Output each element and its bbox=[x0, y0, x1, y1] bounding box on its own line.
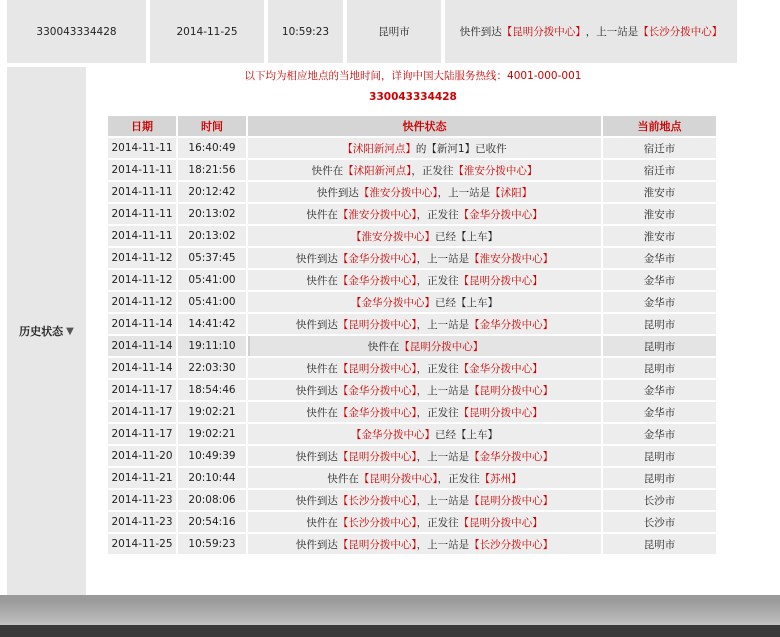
table-row bbox=[108, 336, 716, 356]
cell-date: 2014-11-12 bbox=[108, 248, 176, 268]
cell-time: 22:03:30 bbox=[178, 358, 246, 378]
status-text: 已经【上车】 bbox=[435, 230, 498, 243]
cell-location: 金华市 bbox=[603, 380, 716, 400]
cell-date: 2014-11-14 bbox=[108, 314, 176, 334]
cell-status bbox=[248, 248, 601, 268]
cell-time: 20:13:02 bbox=[178, 226, 246, 246]
status-location-highlight: 【淮安分拨中心】 bbox=[469, 252, 554, 265]
cell-location: 宿迁市 bbox=[603, 138, 716, 158]
table-row bbox=[108, 204, 716, 224]
cell-date: 2014-11-11 bbox=[108, 226, 176, 246]
table-row bbox=[108, 248, 716, 268]
status-location-highlight: 【昆明分拨中心】 bbox=[399, 340, 484, 353]
cell-time: 18:21:56 bbox=[178, 160, 246, 180]
summary-status-mid: ，上一站是 bbox=[585, 26, 639, 38]
triangle-down-icon: ▼ bbox=[66, 325, 74, 337]
status-text: ，上一站是 bbox=[416, 252, 470, 265]
history-status-label: 历史状态 bbox=[19, 325, 64, 338]
cell-time: 20:13:02 bbox=[178, 204, 246, 224]
table-row bbox=[108, 490, 716, 510]
cell-status bbox=[248, 204, 601, 224]
cell-status bbox=[248, 226, 601, 246]
status-location-highlight: 【长沙分拨中心】 bbox=[337, 516, 417, 529]
cell-location: 昆明市 bbox=[603, 314, 716, 334]
summary-waybill-number: 330043334428 bbox=[7, 0, 146, 63]
table-row bbox=[108, 182, 716, 202]
cell-status bbox=[248, 512, 601, 532]
status-location-highlight: 【金华分拨中心】 bbox=[337, 274, 417, 287]
status-location-highlight: 【金华分拨中心】 bbox=[351, 428, 435, 441]
status-text: 快件到达 bbox=[295, 538, 338, 551]
cell-status bbox=[248, 446, 601, 466]
summary-status-from: 【长沙分拨中心】 bbox=[638, 26, 723, 38]
cell-time: 14:41:42 bbox=[178, 314, 246, 334]
cell-time: 18:54:46 bbox=[178, 380, 246, 400]
cell-status bbox=[248, 336, 601, 356]
status-location-highlight: 【金华分拨中心】 bbox=[469, 450, 554, 463]
status-location-highlight: 【金华分拨中心】 bbox=[337, 384, 417, 397]
status-text: 快件在 bbox=[306, 406, 338, 419]
summary-date: 2014-11-25 bbox=[150, 0, 264, 63]
status-location-highlight: 【淮安分拨中心】 bbox=[358, 186, 438, 199]
cell-time: 19:02:21 bbox=[178, 402, 246, 422]
cell-date: 2014-11-21 bbox=[108, 468, 176, 488]
status-location-highlight: 【淮安分拨中心】 bbox=[337, 208, 417, 221]
summary-status bbox=[445, 0, 737, 63]
status-location-highlight: 【长沙分拨中心】 bbox=[337, 494, 417, 507]
status-location-highlight: 【昆明分拨中心】 bbox=[337, 318, 417, 331]
status-location-highlight: 【昆明分拨中心】 bbox=[337, 450, 417, 463]
cell-time: 05:41:00 bbox=[178, 292, 246, 312]
bottom-edge bbox=[0, 625, 780, 637]
cell-location: 金华市 bbox=[603, 292, 716, 312]
cell-date: 2014-11-23 bbox=[108, 512, 176, 532]
cell-date: 2014-11-25 bbox=[108, 534, 176, 554]
status-location-highlight: 【苏州】 bbox=[479, 472, 522, 485]
status-text: 快件在 bbox=[367, 340, 400, 353]
cell-status bbox=[248, 380, 601, 400]
status-location-highlight: 【沭阳新河点】 bbox=[342, 142, 416, 155]
cell-date: 2014-11-11 bbox=[108, 182, 176, 202]
status-text: 已经【上车】 bbox=[435, 428, 498, 441]
tracking-history-table bbox=[106, 114, 718, 556]
cell-date: 2014-11-17 bbox=[108, 380, 176, 400]
status-text: 已经【上车】 bbox=[435, 296, 498, 309]
table-row bbox=[108, 402, 716, 422]
table-row bbox=[108, 424, 716, 444]
status-text: 快件到达 bbox=[295, 450, 338, 463]
status-text: ，上一站是 bbox=[416, 538, 470, 551]
cell-location: 淮安市 bbox=[603, 226, 716, 246]
cell-time: 05:41:00 bbox=[178, 270, 246, 290]
status-text: ，正发往 bbox=[416, 208, 459, 221]
cell-location: 宿迁市 bbox=[603, 160, 716, 180]
cell-status bbox=[248, 358, 601, 378]
cell-status bbox=[248, 490, 601, 510]
status-text: ，正发往 bbox=[416, 274, 459, 287]
table-row bbox=[108, 138, 716, 158]
waybill-number: 330043334428 bbox=[369, 91, 457, 103]
status-text: ，上一站是 bbox=[437, 186, 491, 199]
table-row bbox=[108, 160, 716, 180]
status-text: 快件在 bbox=[306, 362, 338, 375]
status-location-highlight: 【昆明分拨中心】 bbox=[458, 516, 543, 529]
cell-date: 2014-11-23 bbox=[108, 490, 176, 510]
status-location-highlight: 【沭阳新河点】 bbox=[343, 164, 412, 177]
status-text: ，上一站是 bbox=[416, 384, 470, 397]
summary-time: 10:59:23 bbox=[268, 0, 343, 63]
cell-location: 金华市 bbox=[603, 402, 716, 422]
cell-status bbox=[248, 138, 601, 158]
status-text: ，上一站是 bbox=[416, 318, 470, 331]
cell-date: 2014-11-20 bbox=[108, 446, 176, 466]
cell-status bbox=[248, 270, 601, 290]
status-text: 快件在 bbox=[311, 164, 344, 177]
column-header-time: 时间 bbox=[178, 116, 246, 136]
status-text: 快件到达 bbox=[316, 186, 359, 199]
cell-time: 20:08:06 bbox=[178, 490, 246, 510]
cell-time: 20:12:42 bbox=[178, 182, 246, 202]
status-text: ，上一站是 bbox=[416, 494, 470, 507]
status-text: ，正发往 bbox=[411, 164, 454, 177]
cell-status bbox=[248, 292, 601, 312]
cell-location: 昆明市 bbox=[603, 534, 716, 554]
status-location-highlight: 【淮安分拨中心】 bbox=[453, 164, 538, 177]
cell-time: 10:49:39 bbox=[178, 446, 246, 466]
status-location-highlight: 【昆明分拨中心】 bbox=[337, 538, 417, 551]
table-header-row bbox=[108, 116, 716, 136]
cell-status bbox=[248, 468, 601, 488]
cell-location: 金华市 bbox=[603, 424, 716, 444]
status-text: 快件到达 bbox=[295, 384, 338, 397]
status-location-highlight: 【淮安分拨中心】 bbox=[351, 230, 435, 243]
table-row bbox=[108, 512, 716, 532]
status-location-highlight: 【昆明分拨中心】 bbox=[469, 494, 554, 507]
status-text: 快件在 bbox=[327, 472, 359, 485]
latest-status-summary bbox=[0, 0, 780, 63]
column-header-location: 当前地点 bbox=[603, 116, 716, 136]
cell-time: 19:11:10 bbox=[178, 336, 246, 356]
summary-status-to: 【昆明分拨中心】 bbox=[501, 26, 586, 38]
table-row bbox=[108, 270, 716, 290]
table-row bbox=[108, 534, 716, 554]
status-location-highlight: 【金华分拨中心】 bbox=[458, 208, 543, 221]
status-location-highlight: 【金华分拨中心】 bbox=[458, 362, 543, 375]
cell-date: 2014-11-17 bbox=[108, 424, 176, 444]
cell-date: 2014-11-12 bbox=[108, 270, 176, 290]
cell-date: 2014-11-14 bbox=[108, 358, 176, 378]
cell-date: 2014-11-17 bbox=[108, 402, 176, 422]
cell-date: 2014-11-12 bbox=[108, 292, 176, 312]
cell-date: 2014-11-11 bbox=[108, 138, 176, 158]
cell-location: 淮安市 bbox=[603, 204, 716, 224]
table-row bbox=[108, 380, 716, 400]
cell-time: 16:40:49 bbox=[178, 138, 246, 158]
table-row bbox=[108, 292, 716, 312]
status-text: 快件在 bbox=[306, 274, 338, 287]
status-location-highlight: 【沭阳】 bbox=[490, 186, 533, 199]
status-text: 快件到达 bbox=[295, 494, 338, 507]
cell-status bbox=[248, 314, 601, 334]
cell-location: 淮安市 bbox=[603, 182, 716, 202]
timezone-notice: 以下均为相应地点的当地时间，详询中国大陆服务热线：4001-000-001 bbox=[244, 70, 582, 82]
table-row bbox=[108, 446, 716, 466]
cell-status bbox=[248, 534, 601, 554]
cell-time: 20:10:44 bbox=[178, 468, 246, 488]
status-location-highlight: 【长沙分拨中心】 bbox=[469, 538, 554, 551]
cell-date: 2014-11-11 bbox=[108, 204, 176, 224]
status-location-highlight: 【昆明分拨中心】 bbox=[337, 362, 417, 375]
cell-location: 昆明市 bbox=[603, 446, 716, 466]
table-row bbox=[108, 226, 716, 246]
table-row bbox=[108, 358, 716, 378]
cell-status bbox=[248, 424, 601, 444]
cell-location: 金华市 bbox=[603, 270, 716, 290]
cell-location: 昆明市 bbox=[603, 468, 716, 488]
cell-date: 2014-11-11 bbox=[108, 160, 176, 180]
status-text: ，正发往 bbox=[416, 406, 459, 419]
status-location-highlight: 【金华分拨中心】 bbox=[469, 318, 554, 331]
cell-location: 昆明市 bbox=[603, 336, 716, 356]
cell-time: 20:54:16 bbox=[178, 512, 246, 532]
status-text: 快件到达 bbox=[295, 252, 338, 265]
status-text: ，正发往 bbox=[416, 362, 459, 375]
cell-time: 10:59:23 bbox=[178, 534, 246, 554]
status-location-highlight: 【昆明分拨中心】 bbox=[458, 406, 543, 419]
column-header-date: 日期 bbox=[108, 116, 176, 136]
status-location-highlight: 【昆明分拨中心】 bbox=[358, 472, 438, 485]
cell-status bbox=[248, 160, 601, 180]
status-text: 快件在 bbox=[306, 516, 338, 529]
status-text: ，正发往 bbox=[437, 472, 480, 485]
status-text: ，上一站是 bbox=[416, 450, 470, 463]
status-location-highlight: 【昆明分拨中心】 bbox=[458, 274, 543, 287]
cell-date: 2014-11-14 bbox=[108, 336, 176, 356]
cell-time: 19:02:21 bbox=[178, 424, 246, 444]
status-text: ，正发往 bbox=[416, 516, 459, 529]
column-header-status: 快件状态 bbox=[248, 116, 601, 136]
history-status-toggle[interactable] bbox=[7, 67, 86, 595]
cell-location: 长沙市 bbox=[603, 490, 716, 510]
status-location-highlight: 【金华分拨中心】 bbox=[337, 406, 417, 419]
cell-time: 05:37:45 bbox=[178, 248, 246, 268]
table-row bbox=[108, 314, 716, 334]
status-location-highlight: 【金华分拨中心】 bbox=[351, 296, 435, 309]
cell-location: 昆明市 bbox=[603, 358, 716, 378]
summary-status-pre: 快件到达 bbox=[459, 26, 502, 38]
status-location-highlight: 【金华分拨中心】 bbox=[337, 252, 417, 265]
cell-location: 长沙市 bbox=[603, 512, 716, 532]
status-text: 快件到达 bbox=[295, 318, 338, 331]
cell-status bbox=[248, 182, 601, 202]
table-row bbox=[108, 468, 716, 488]
summary-city: 昆明市 bbox=[347, 0, 441, 63]
cell-location: 金华市 bbox=[603, 248, 716, 268]
cell-status bbox=[248, 402, 601, 422]
status-text: 快件在 bbox=[306, 208, 338, 221]
status-text: 的【新河1】已收件 bbox=[415, 142, 507, 155]
status-location-highlight: 【昆明分拨中心】 bbox=[469, 384, 554, 397]
